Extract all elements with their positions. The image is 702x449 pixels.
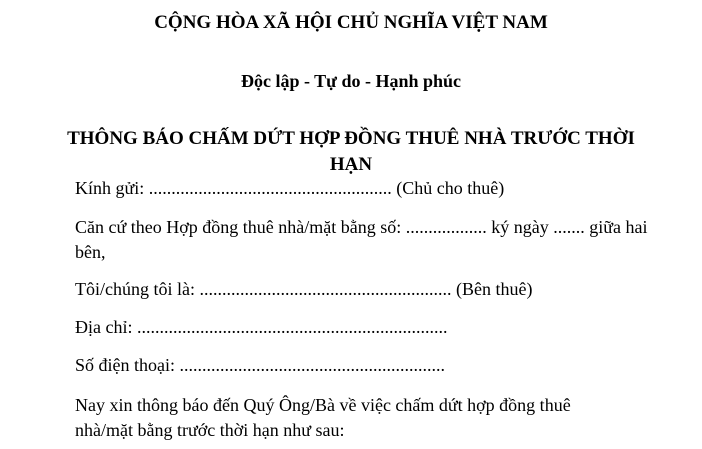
notice-paragraph: Nay xin thông báo đến Quý Ông/Bà về việc chấm dứt hợp đồng thuê nhà/mặt bằng trước thời hạn như sau: <box>75 395 571 440</box>
address-line: Địa chỉ: ..................................................................... <box>75 317 448 337</box>
country-heading: CỘNG HÒA XÃ HỘI CHỦ NGHĨA VIỆT NAM <box>154 12 548 33</box>
tenant-line: Tôi/chúng tôi là: ........................................................ (Bên thuê) <box>75 279 533 299</box>
document-title: THÔNG BÁO CHẤM DỨT HỢP ĐỒNG THUÊ NHÀ TRƯỚC THỜI HẠN <box>67 128 635 175</box>
recipient-line: Kính gửi: ...................................................... (Chủ cho thuê) <box>75 178 505 198</box>
contract-basis-paragraph: Căn cứ theo Hợp đồng thuê nhà/mặt bằng số: .................. ký ngày ....... giữa hai bên, <box>75 217 648 262</box>
phone-line: Số điện thoại: ........................................................... <box>75 355 445 375</box>
motto-heading: Độc lập - Tự do - Hạnh phúc <box>240 71 462 91</box>
